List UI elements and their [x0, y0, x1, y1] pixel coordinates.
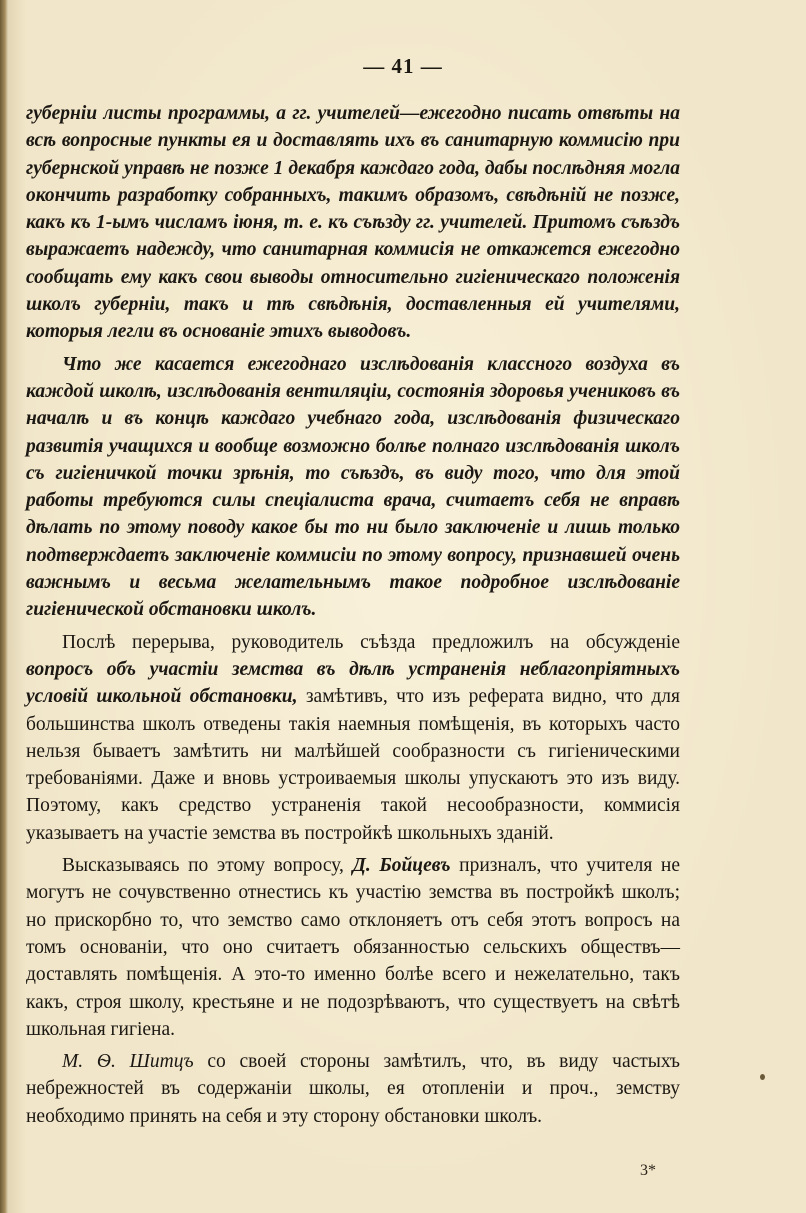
speaker-name: Д. Бойцевъ [352, 855, 451, 877]
paragraph-resolution: Что же касается ежегоднаго изслѣдованія классного воздуха въ каждой школѣ, изслѣдованія вентиляціи, состоянія здоровья учениковъ въ началѣ и въ концѣ каждаго учебнаго года, изслѣдованія физическаго развитія учащихся и вообще возможно болѣе полнаго изслѣдованія школъ съ гигіеничкой точки зрѣнія, то съѣздъ, въ виду того, что для этой работы требуются силы спеціалиста врача, считаетъ себя не вправѣ дѣлать по этому поводу какое бы то ни было заключеніе и лишь только подтверждаетъ заключеніе коммисіи по этому вопросу, признавшей очень важнымъ и весьма желательнымъ такое подробное изслѣдованіе гигіенической обстановки школъ. [26, 353, 680, 621]
paragraph-continuation: губерніи листы программы, а гг. учителей—ежегодно писать отвѣты на всѣ вопросные пункты ея и доставлять ихъ въ санитарную коммисію при губернской управѣ не позже 1 декабря каждаго года, дабы послѣдняя могла окончить разработку собранныхъ, такимъ образомъ, свѣдѣній не позже, какъ къ 1-ымъ числамъ іюня, т. е. къ съѣзду гг. учителей. Притомъ съѣздъ выражаетъ надежду, что санитарная коммисія не откажется ежегодно сообщать ему какъ свои выводы относительно гигіеническаго положенія школъ губерніи, такъ и тѣ свѣдѣнія, доставленныя ей учителями, которыя легли въ основаніе этихъ выводовъ. [26, 103, 680, 343]
signature-mark: 3* [640, 1162, 656, 1179]
paragraph-body-text: замѣтивъ, что изъ реферата видно, что для большинства школъ отведены такія наемныя помѣщенія, въ которыхъ часто нельзя бываетъ замѣтить ни малѣйшей сообразности съ гигіеническими требованіями. Даже и вновь устроиваемыя школы упускаютъ это изъ виду. Поэтому, какъ средство устраненія такой несообразности, коммисія указываетъ на участіе земства въ постройкѣ школьныхъ зданій. [26, 686, 681, 844]
page-number: — 41 — [363, 54, 443, 78]
speaker-name: М. Ѳ. Шитцъ [62, 1051, 194, 1073]
paragraph-after-break [26, 629, 680, 847]
paragraph-body-text: призналъ, что учителя не могутъ не сочувственно отнестись къ участію земства въ постройкѣ школъ; но прискорбно то, что земство само отклоняетъ отъ себя этотъ вопросъ на томъ основаніи, что оно считаетъ обязанностью сельскихъ обществъ—доставлять помѣщенія. А это-то именно болѣе всего и нежелательно, такъ какъ, строя школу, крестьяне и не подозрѣваютъ, что существуетъ на свѣтѣ школьная гигіена. [26, 855, 680, 1040]
paper-fleck [760, 1074, 765, 1080]
discussion-topic: вопросъ объ участіи земства въ дѣлѣ устраненія неблагопріятныхъ условій школьной обстановки, [26, 658, 680, 708]
paragraph-body-text: со своей стороны замѣтилъ, что, въ виду частыхъ небрежностей въ содержаніи школы, ея отопленіи и проч., земству необходимо принять на себя и эту сторону обстановки школъ. [26, 1051, 680, 1127]
page-spine-shadow [0, 0, 8, 1213]
page-body [26, 100, 680, 1135]
paragraph-boitsev [26, 852, 680, 1043]
paragraph-shitts [26, 1048, 680, 1130]
paragraph-lead-text: Послѣ перерыва, руководитель съѣзда предложилъ на обсужденіе [62, 631, 680, 653]
paragraph-lead-text: Высказываясь по этому вопросу, [62, 855, 353, 877]
